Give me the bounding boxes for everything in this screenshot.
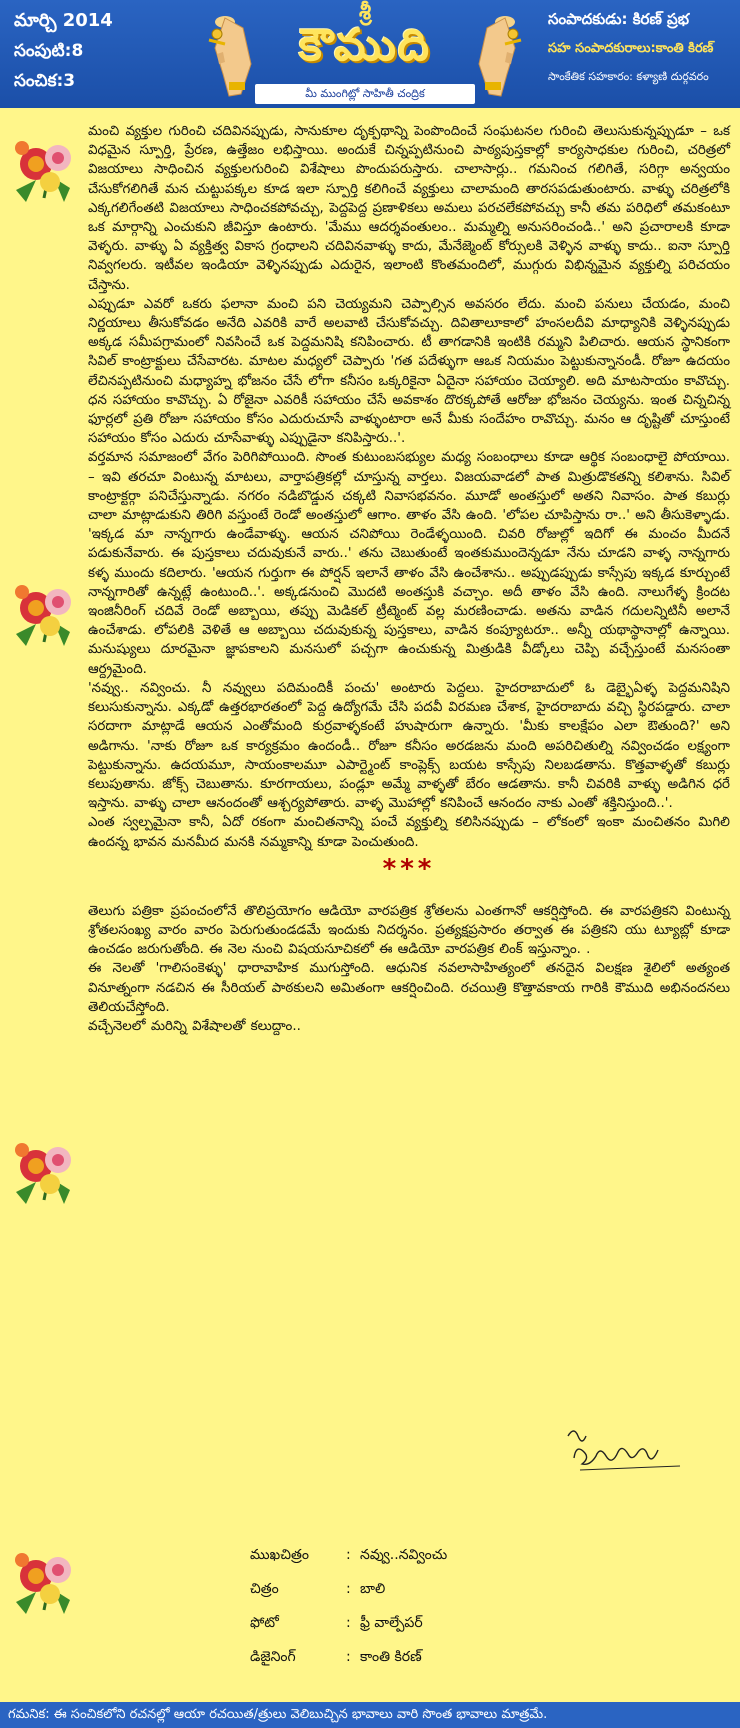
issue-month: మార్చి 2014 (14, 10, 113, 31)
article-paragraph: వచ్చేనెలలో మరిన్ని విశేషాలతో కలుద్దాం.. (88, 1018, 301, 1034)
magazine-tagline: మీ ముంగిట్లో సాహితీ చంద్రిక (255, 84, 475, 104)
article-paragraph: మంచి వ్యక్తుల గురించి చదివినప్పుడు, సానుకూల దృక్పథాన్ని పెంపొందించే సంఘటనల గురించి తెలుసుకున్నప్పుడూ – ఒక విధమైన స్పూర్తి, ప్రేరణ, ఉత్తేజం లభిస్తాయి. అందుకే చిన్నప్పటినుంచి పాఠ్యపుస్తకాల్లో కార్యసాధకుల గురించి, చరిత్రలో విజయాలు సాధించిన వ్యక్తులగురించి విశేషాలు పొందుపరుస్తారు. చాలాసార్లు.. గమనించ గలిగితే, సరిగ్గా అన్వయం చేసుకోగలిగితే మన చుట్టుపక్కల కూడ ఇలా స్పూర్తి కలిగించే వ్యక్తులు చాలామంది తారసపడుతుంటారు. వాళ్ళు చరిత్రలోకి ఎక్కగలిగేంతటి విజయాలు సాధించకపోవచ్చు, పెద్దపెద్ద ప్రణాళికలు అమలు పరచలేకపోవచ్చు కానీ తమ పరిధిలో తమకంటూ ఒక మార్గాన్ని ఎంచుకుని జీవిస్తూ ఉంటారు. 'మేము ఆదర్శవంతులం.. మమ్మల్ని అనుసరించండి..' అని ప్రచారాలకి కూడా వెళ్ళరు. వాళ్ళు ఏ వ్యక్తిత్వ వికాస గ్రంధాలని చదివినవాళ్ళు కాదు, మేనేజ్మెంట్ కోర్సులకి వెళ్ళిన వాళ్ళు కాదు.. ఐనా స్పూర్తి నివ్వగలరు. ఇటీవల ఇండియా వెళ్ళినప్పుడు ఎదురైన, ఇలాంటి కొంతమందిలో, ముగ్గురు విభిన్నమైన వ్యక్తుల్ని పరిచయం చేస్తాను. (88, 124, 730, 293)
credit-label: చిత్రం (250, 1581, 279, 1597)
article-paragraph: ఈ నెలతో 'గాలిసంకెళ్ళు' ధారావాహిక ముగుస్తోంది. ఆధునిక నవలాసాహిత్యంలో తనదైన విలక్షణ శైలిలో అత్యంత వినూత్నంగా నడచిన ఈ సీరియల్ పాఠకులని అమితంగా ఆకర్షించింది. రచయిత్రి కొత్తావకాయ గారికి కౌముది అభినందనలు తెలియచేస్తోంది. (88, 961, 730, 1015)
issue-number: సంచిక:3 (14, 71, 76, 91)
credit-label: ముఖచిత్రం (250, 1547, 309, 1563)
editorial-credits (548, 4, 736, 90)
article-paragraph: తెలుగు పత్రికా ప్రపంచంలోనే తొలిప్రయోగం ఆడియో వారపత్రిక శ్రోతలను ఎంతగానో ఆకర్షిస్తోంది. ఈ వారపత్రికని వింటున్న శ్రోతలసంఖ్య వారం వారం పెరుగుతుండడమే ఇందుకు నిదర్శనం. ప్రత్యక్షప్రసారం తర్వాత ఈ పత్రికని యు ట్యూబ్లో కూడా ఉంచడం జరుగుతోంది. ఈ నెల నుంచి విషయసూచికలో ఈ ఆడియో వారపత్రిక లింక్ ఇస్తున్నాం. . (88, 903, 730, 958)
flower-bouquet-icon (6, 1130, 84, 1210)
masthead-logo-area (195, 0, 535, 108)
namaste-hands-icon (465, 4, 535, 100)
cover-credits (250, 1538, 610, 1674)
masthead (0, 0, 740, 108)
flower-bouquet-icon (6, 128, 84, 208)
issue-volume: సంపుటి:8 (14, 41, 84, 61)
editor-signature (560, 1418, 690, 1488)
spacer (88, 886, 730, 902)
section-divider-stars: *** (382, 853, 436, 884)
article-paragraph: ఎప్పుడూ ఎవరో ఒకరు ఫలానా మంచి పని చెయ్యమని చెప్పాల్సిన అవసరం లేదు. మంచి పనులు చేయడం, మంచి నిర్ణయాలు తీసుకోవడం అనేది ఎవరికి వారే అలవాటి చేసుకోవచ్చు. దివితాలూకాలో హంసలదీవి మాధ్యానికి వెళ్ళినప్పుడు అక్కడ సమీపగ్రామంలో నివసించే ఒక పెద్దమనిషి కనిపించారు. టీ తాగడానికి ఇంటికి రమ్మని పిలిచారు. ఆయన స్థానికంగా సివిల్ కాంట్రాక్టులు చేసేవారట. మాటల మధ్యలో చెప్పారు 'గత పదేళ్ళుగా ఆఒక నియమం పెట్టుకున్నానండీ. రోజూ ఉదయం లేచినప్పటినుంచి మధ్యాహ్న భోజనం చేసే లోగా కనీసం ఒక్కరికైనా ఏదైనా సహాయం చెయ్యాలి. అది మాటసాయం కావొచ్చు. ధన సహాయం కావొచ్చు. ఏ రోజైనా ఎవరికీ సహాయం చేసే అవకాశం దొరక్కపోతే ఆరోజు భోజనం చెయ్యను. ఇంత చిన్నచిన్న ఫూర్లలో ప్రతి రోజూ సహాయం కోసం ఎదురుచూసే వాళ్ళుంటారా అనే మీకు సందేహం రావొచ్చు. మనం ఆ దృష్టితో చూస్తుంటే సహాయం కోసం ఎదురు చూసేవాళ్ళు ఎప్పుడైనా కనిపిస్తారు..'. (88, 296, 730, 447)
disclaimer-footer: గమనిక: ఈ సంచికలోని రచనల్లో ఆయా రచయిత/త్రులు వెలిబుచ్చిన భావాలు వారి సొంత భావాలు మాత్రమే. (0, 1702, 740, 1728)
credit-row (250, 1572, 610, 1606)
sri-mark: శ్రీ (358, 0, 372, 25)
co-editor-name: సహ సంపాదకురాలు:కాంతి కిరణ్ (548, 41, 714, 56)
article-paragraph: ఎంత స్వల్పమైనా కానీ, ఏదో రకంగా మంచితనాన్ని పంచే వ్యక్తుల్ని కలిసినప్పుడు – లోకంలో ఇంకా మంచితనం మిగిలి ఉందన్న భావన మనమీద మనకి నమ్మకాన్ని కూడా పెంచుతుంది. (88, 815, 730, 850)
flower-bouquet-icon (6, 1540, 84, 1620)
article-paragraph: 'నవ్వు.. నవ్వించు. నీ నవ్వులు పదిమందికీ పంచు' అంటారు పెద్దలు. హైదరాబాదులో ఓ డెబ్భైఏళ్ళ పెద్దమనిషిని కలుసుకున్నాను. ఎక్కడో ఉత్తరభారతంలో పెద్ద ఉద్యోగమే చేసి పదవీ విరమణ చేశాక, హైదరాబాదు వచ్చి స్థిరపడ్డారు. చాలా సరదాగా మాట్లాడే ఆయన ఎంతోమంది కుర్రవాళ్ళకంటే హుషారుగా ఉన్నారు. 'మీకు కాలక్షేపం ఎలా ఔతుంది?' అని అడిగాను. 'నాకు రోజూ ఒక కార్యక్రమం ఉందండీ.. రోజూ కనీసం అరడజను మంది అపరిచితుల్ని నవ్వించడం లక్ష్యంగా పెట్టుకున్నాను. ఉదయమూ, సాయంకాలమూ ఎపార్ట్మెంట్ కాంప్లెక్స్ బయట కాస్సేపు నిలబడతాను. కొత్తవాళ్ళతో కబుర్లు కలుపుతాను. జోక్స్ చెబుతాను. కూరగాయలు, పండ్లూ అమ్మే వాళ్ళతో బేరం ఆడతాను. కానీ చివరికి వాళ్ళు అడిగిన ధరే ఇస్తాను. వాళ్ళు చాలా ఆనందంతో ఆశ్చర్యపోతారు. వాళ్ళ మొహాల్లో కనిపించే ఆనందం నాకు ఎంతో శక్తినిస్తుంది..'. (88, 680, 730, 812)
magazine-logo: కౌముది (298, 20, 432, 71)
credit-separator: : (346, 1615, 351, 1631)
credit-separator: : (346, 1547, 351, 1563)
credit-row (250, 1606, 610, 1640)
article-paragraph: వర్తమాన సమాజంలో వేగం పెరిగిపోయింది. సొంత కుటుంబసభ్యుల మధ్య సంబంధాలు కూడా ఆర్థిక సంబంధాలై పోయాయి. – ఇవి తరచూ వింటున్న మాటలు, వార్తాపత్రికల్లో చూస్తున్న వార్తలు. విజయవాడలో పాత మిత్రుడొకతన్ని కలిశాను. సివిల్ కాంట్రాక్టర్గా పనిచేస్తున్నాడు. నగరం నడిబొడ్డున చక్కటి నివాసభవనం. మూడో అంతస్తులో అతని నివాసం. పాత కబుర్లు చాలా మాట్లాడుకుని తిరిగి వస్తుంటే రెండో అంతస్తులో ఆగాం. తాళం వేసి ఉంది. 'లోపల చూపిస్తాను రా..' అని తీసుకెళ్ళాడు. 'ఇక్కడ మా నాన్నగారు ఉండేవాళ్ళు. ఆయన చనిపోయి రెండేళ్ళయింది. చివరి రోజుల్లో ఇదిగో ఈ మంచం మీదనే పడుకునేవారు. ఈ పుస్తకాలు చదువుకునే వారు..' తను చెబుతుంటే ఇంతకుముందెన్నడూ నేను చూడని వాళ్ళ నాన్నగారు కళ్ళ ముందు కదిలారు. 'ఆయన గుర్తుగా ఈ పోర్షన్ ఇలానే తాళం వేసి ఉంచేశాను.. అప్పుడప్పుడు కాస్సేపు ఇక్కడ కూర్చుంటే నాన్నగారితో ఉన్నట్లే ఉంటుంది..'. అక్కడనుంచి మొదటి అంతస్తుకి వచ్చాం. అదీ తాళం వేసి ఉంది. నాలుగేళ్ళ క్రిందట ఇంజినీరింగ్ చదివే రెండో అబ్బాయి, తప్పు మెడికల్ ట్రీట్మెంట్ వల్ల మరణించాడు. అతను వాడిన గదులన్నిటినీ అలానే ఉంచేశాడు. లోపలికి వెళితే ఆ అబ్బాయి చదువుకున్న పుస్తకాలు, వాడిన కంప్యూటరూ.. అన్నీ యథాస్థానాల్లో ఉన్నాయి. మనుష్యులు దూరమైనా జ్ఞాపకాలని మనసులో పచ్చగా ఉంచుకున్న మిత్రుడికి వీడ్కోలు చెప్పి వచ్చేస్తుంటే మనసంతా ఆర్ద్రమైంది. (88, 450, 730, 677)
credit-row (250, 1640, 610, 1674)
credit-separator: : (346, 1649, 351, 1665)
credit-value: నవ్వు..నవ్వించు (360, 1547, 448, 1563)
credit-separator: : (346, 1581, 351, 1597)
credit-row (250, 1538, 610, 1572)
issue-info (14, 6, 189, 96)
flower-bouquet-icon (6, 572, 84, 652)
editor-name: సంపాదకుడు: కిరణ్ ప్రభ (548, 10, 689, 28)
credit-label: ఫోటో (250, 1615, 279, 1631)
credit-value: కాంతి కిరణ్ (360, 1649, 422, 1665)
editorial-article (88, 122, 730, 1036)
credit-value: ఫ్రీ వాల్పేపర్ (360, 1615, 423, 1631)
credit-label: డిజైనింగ్ (250, 1649, 296, 1665)
credit-value: బాలి (360, 1581, 386, 1597)
technical-support: సాంకేతిక సహకారం: కళ్యాణి దుర్గవరం (548, 70, 709, 83)
